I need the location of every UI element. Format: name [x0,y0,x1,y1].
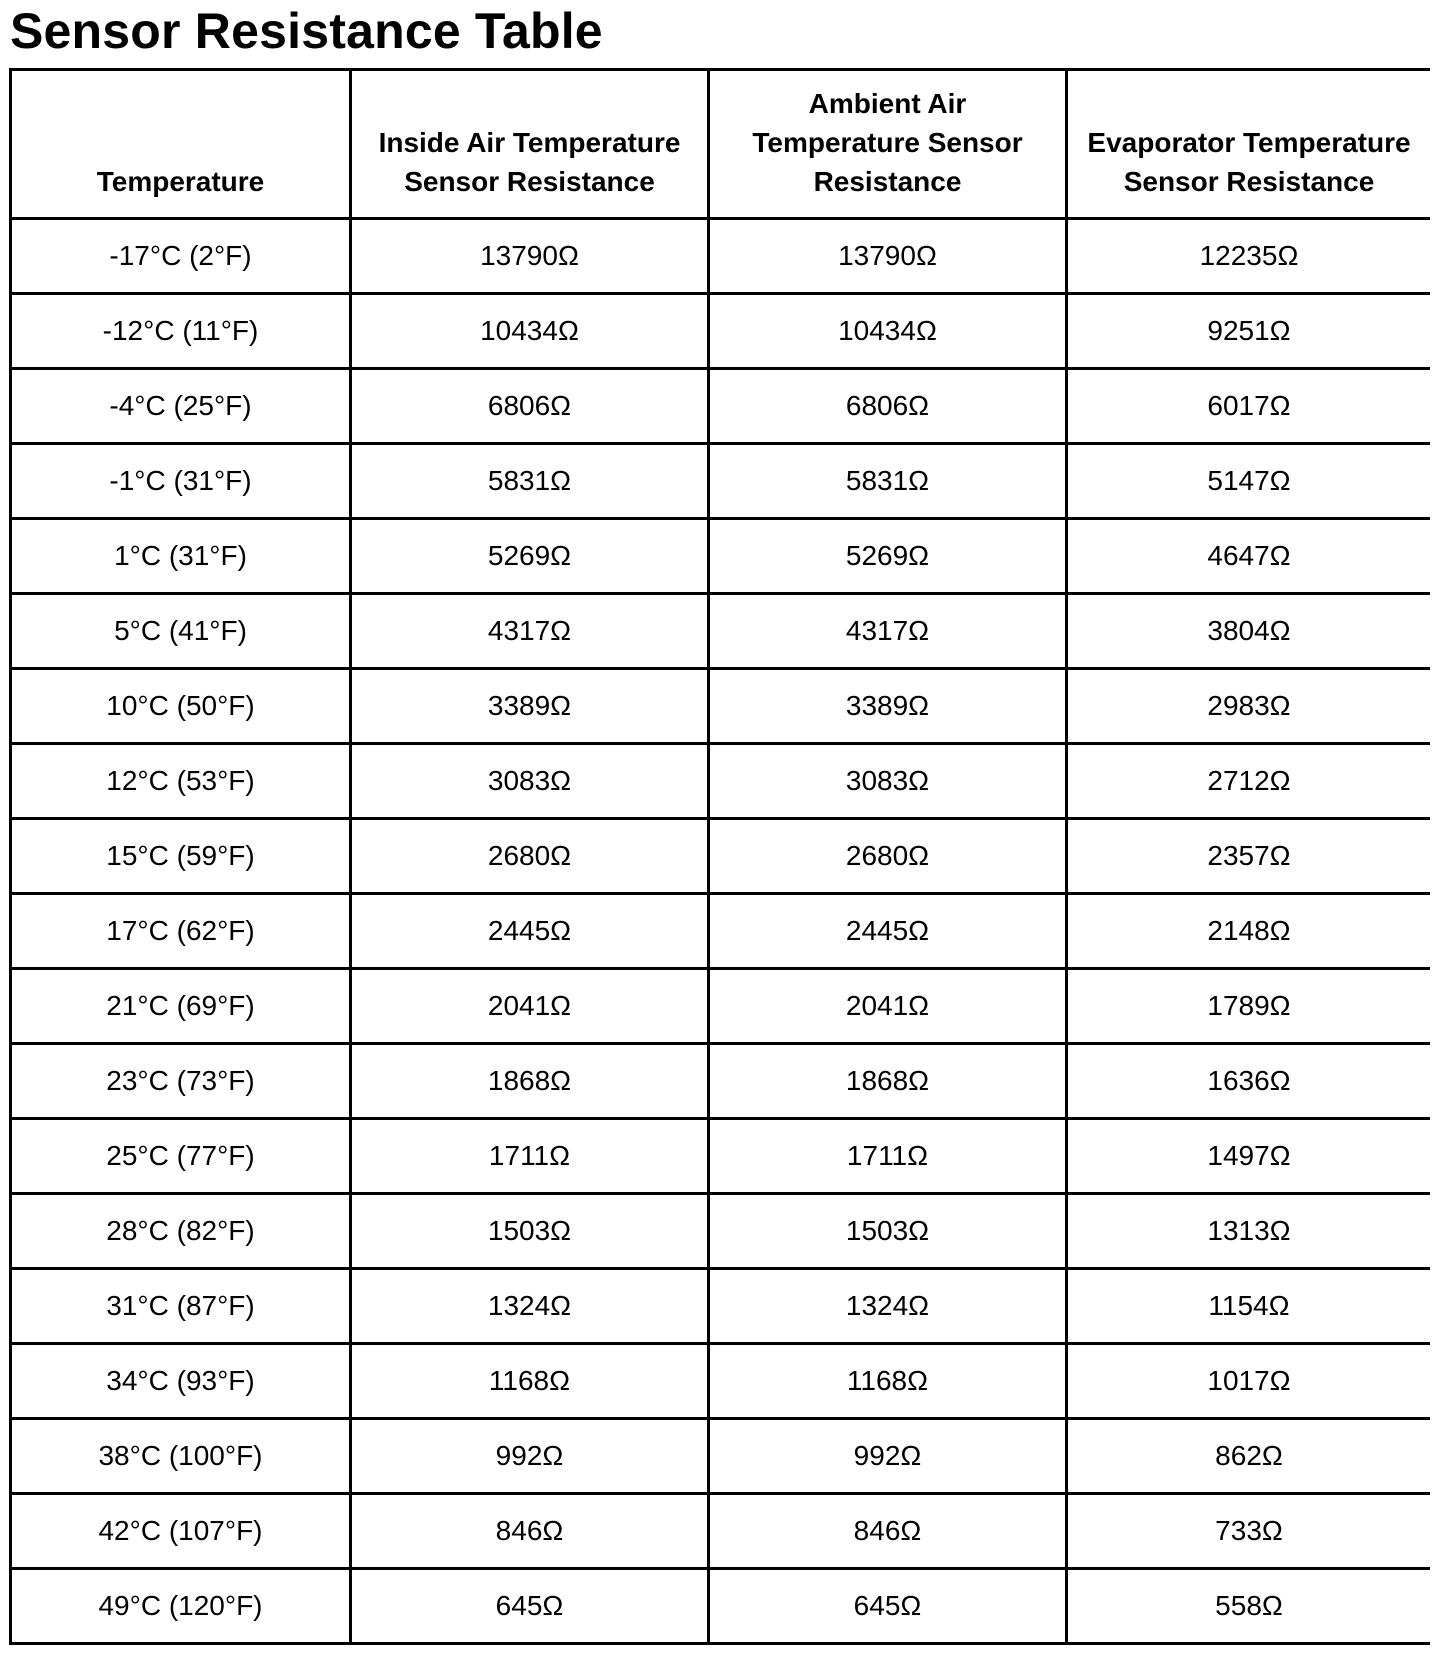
cell-evaporator: 558Ω [1067,1569,1431,1644]
cell-evaporator: 6017Ω [1067,369,1431,444]
cell-temperature: 1°C (31°F) [11,519,351,594]
table-row [11,444,1431,519]
table-row [11,294,1431,369]
table-row [11,1494,1431,1569]
table-row [11,369,1431,444]
cell-inside-air: 1168Ω [351,1344,709,1419]
cell-evaporator: 733Ω [1067,1494,1431,1569]
cell-ambient-air: 13790Ω [709,219,1067,294]
cell-inside-air: 4317Ω [351,594,709,669]
page-title: Sensor Resistance Table [10,3,603,59]
sensor-resistance-table [9,68,1430,1645]
cell-temperature: 42°C (107°F) [11,1494,351,1569]
cell-inside-air: 5269Ω [351,519,709,594]
cell-ambient-air: 4317Ω [709,594,1067,669]
header-ambient-air-resistance: Ambient Air Temperature Sensor Resistance [709,70,1067,219]
cell-temperature: 23°C (73°F) [11,1044,351,1119]
cell-temperature: 38°C (100°F) [11,1419,351,1494]
cell-temperature: 12°C (53°F) [11,744,351,819]
cell-temperature: 25°C (77°F) [11,1119,351,1194]
cell-inside-air: 3083Ω [351,744,709,819]
cell-ambient-air: 1711Ω [709,1119,1067,1194]
cell-temperature: 10°C (50°F) [11,669,351,744]
table-row [11,819,1431,894]
cell-evaporator: 4647Ω [1067,519,1431,594]
cell-evaporator: 3804Ω [1067,594,1431,669]
cell-temperature: -12°C (11°F) [11,294,351,369]
cell-evaporator: 1017Ω [1067,1344,1431,1419]
cell-inside-air: 1711Ω [351,1119,709,1194]
cell-ambient-air: 10434Ω [709,294,1067,369]
cell-evaporator: 1789Ω [1067,969,1431,1044]
table-row [11,1269,1431,1344]
table-row [11,1119,1431,1194]
cell-inside-air: 846Ω [351,1494,709,1569]
cell-evaporator: 2357Ω [1067,819,1431,894]
table-row [11,1569,1431,1644]
cell-temperature: 49°C (120°F) [11,1569,351,1644]
cell-evaporator: 1154Ω [1067,1269,1431,1344]
table-row [11,894,1431,969]
table-body [11,219,1431,1644]
cell-evaporator: 862Ω [1067,1419,1431,1494]
cell-inside-air: 2041Ω [351,969,709,1044]
cell-inside-air: 992Ω [351,1419,709,1494]
cell-evaporator: 1313Ω [1067,1194,1431,1269]
cell-ambient-air: 645Ω [709,1569,1067,1644]
cell-ambient-air: 1324Ω [709,1269,1067,1344]
cell-ambient-air: 6806Ω [709,369,1067,444]
cell-temperature: 15°C (59°F) [11,819,351,894]
cell-temperature: 21°C (69°F) [11,969,351,1044]
cell-temperature: 17°C (62°F) [11,894,351,969]
cell-evaporator: 1497Ω [1067,1119,1431,1194]
cell-ambient-air: 1168Ω [709,1344,1067,1419]
cell-inside-air: 1868Ω [351,1044,709,1119]
cell-temperature: 34°C (93°F) [11,1344,351,1419]
cell-ambient-air: 992Ω [709,1419,1067,1494]
table-container [9,68,1430,1658]
cell-ambient-air: 846Ω [709,1494,1067,1569]
cell-inside-air: 1324Ω [351,1269,709,1344]
cell-inside-air: 1503Ω [351,1194,709,1269]
cell-ambient-air: 3083Ω [709,744,1067,819]
cell-ambient-air: 3389Ω [709,669,1067,744]
table-row [11,1419,1431,1494]
cell-temperature: 5°C (41°F) [11,594,351,669]
cell-inside-air: 645Ω [351,1569,709,1644]
cell-evaporator: 9251Ω [1067,294,1431,369]
table-row [11,1344,1431,1419]
cell-temperature: 28°C (82°F) [11,1194,351,1269]
header-temperature: Temperature [11,70,351,219]
cell-ambient-air: 2445Ω [709,894,1067,969]
cell-ambient-air: 1503Ω [709,1194,1067,1269]
header-evaporator-resistance: Evaporator Temperature Sensor Resistance [1067,70,1431,219]
cell-inside-air: 3389Ω [351,669,709,744]
cell-inside-air: 2445Ω [351,894,709,969]
table-row [11,744,1431,819]
header-row [11,70,1431,219]
cell-inside-air: 5831Ω [351,444,709,519]
table-row [11,669,1431,744]
cell-evaporator: 1636Ω [1067,1044,1431,1119]
cell-temperature: -4°C (25°F) [11,369,351,444]
cell-temperature: -1°C (31°F) [11,444,351,519]
cell-temperature: 31°C (87°F) [11,1269,351,1344]
cell-inside-air: 6806Ω [351,369,709,444]
table-row [11,519,1431,594]
table-row [11,1194,1431,1269]
cell-temperature: -17°C (2°F) [11,219,351,294]
cell-ambient-air: 2680Ω [709,819,1067,894]
table-row [11,219,1431,294]
cell-evaporator: 12235Ω [1067,219,1431,294]
cell-evaporator: 5147Ω [1067,444,1431,519]
cell-ambient-air: 2041Ω [709,969,1067,1044]
table-row [11,1044,1431,1119]
cell-evaporator: 2983Ω [1067,669,1431,744]
header-inside-air-resistance: Inside Air Temperature Sensor Resistance [351,70,709,219]
cell-ambient-air: 1868Ω [709,1044,1067,1119]
cell-inside-air: 13790Ω [351,219,709,294]
cell-inside-air: 2680Ω [351,819,709,894]
cell-ambient-air: 5831Ω [709,444,1067,519]
cell-evaporator: 2148Ω [1067,894,1431,969]
table-row [11,969,1431,1044]
cell-evaporator: 2712Ω [1067,744,1431,819]
table-row [11,594,1431,669]
cell-ambient-air: 5269Ω [709,519,1067,594]
cell-inside-air: 10434Ω [351,294,709,369]
